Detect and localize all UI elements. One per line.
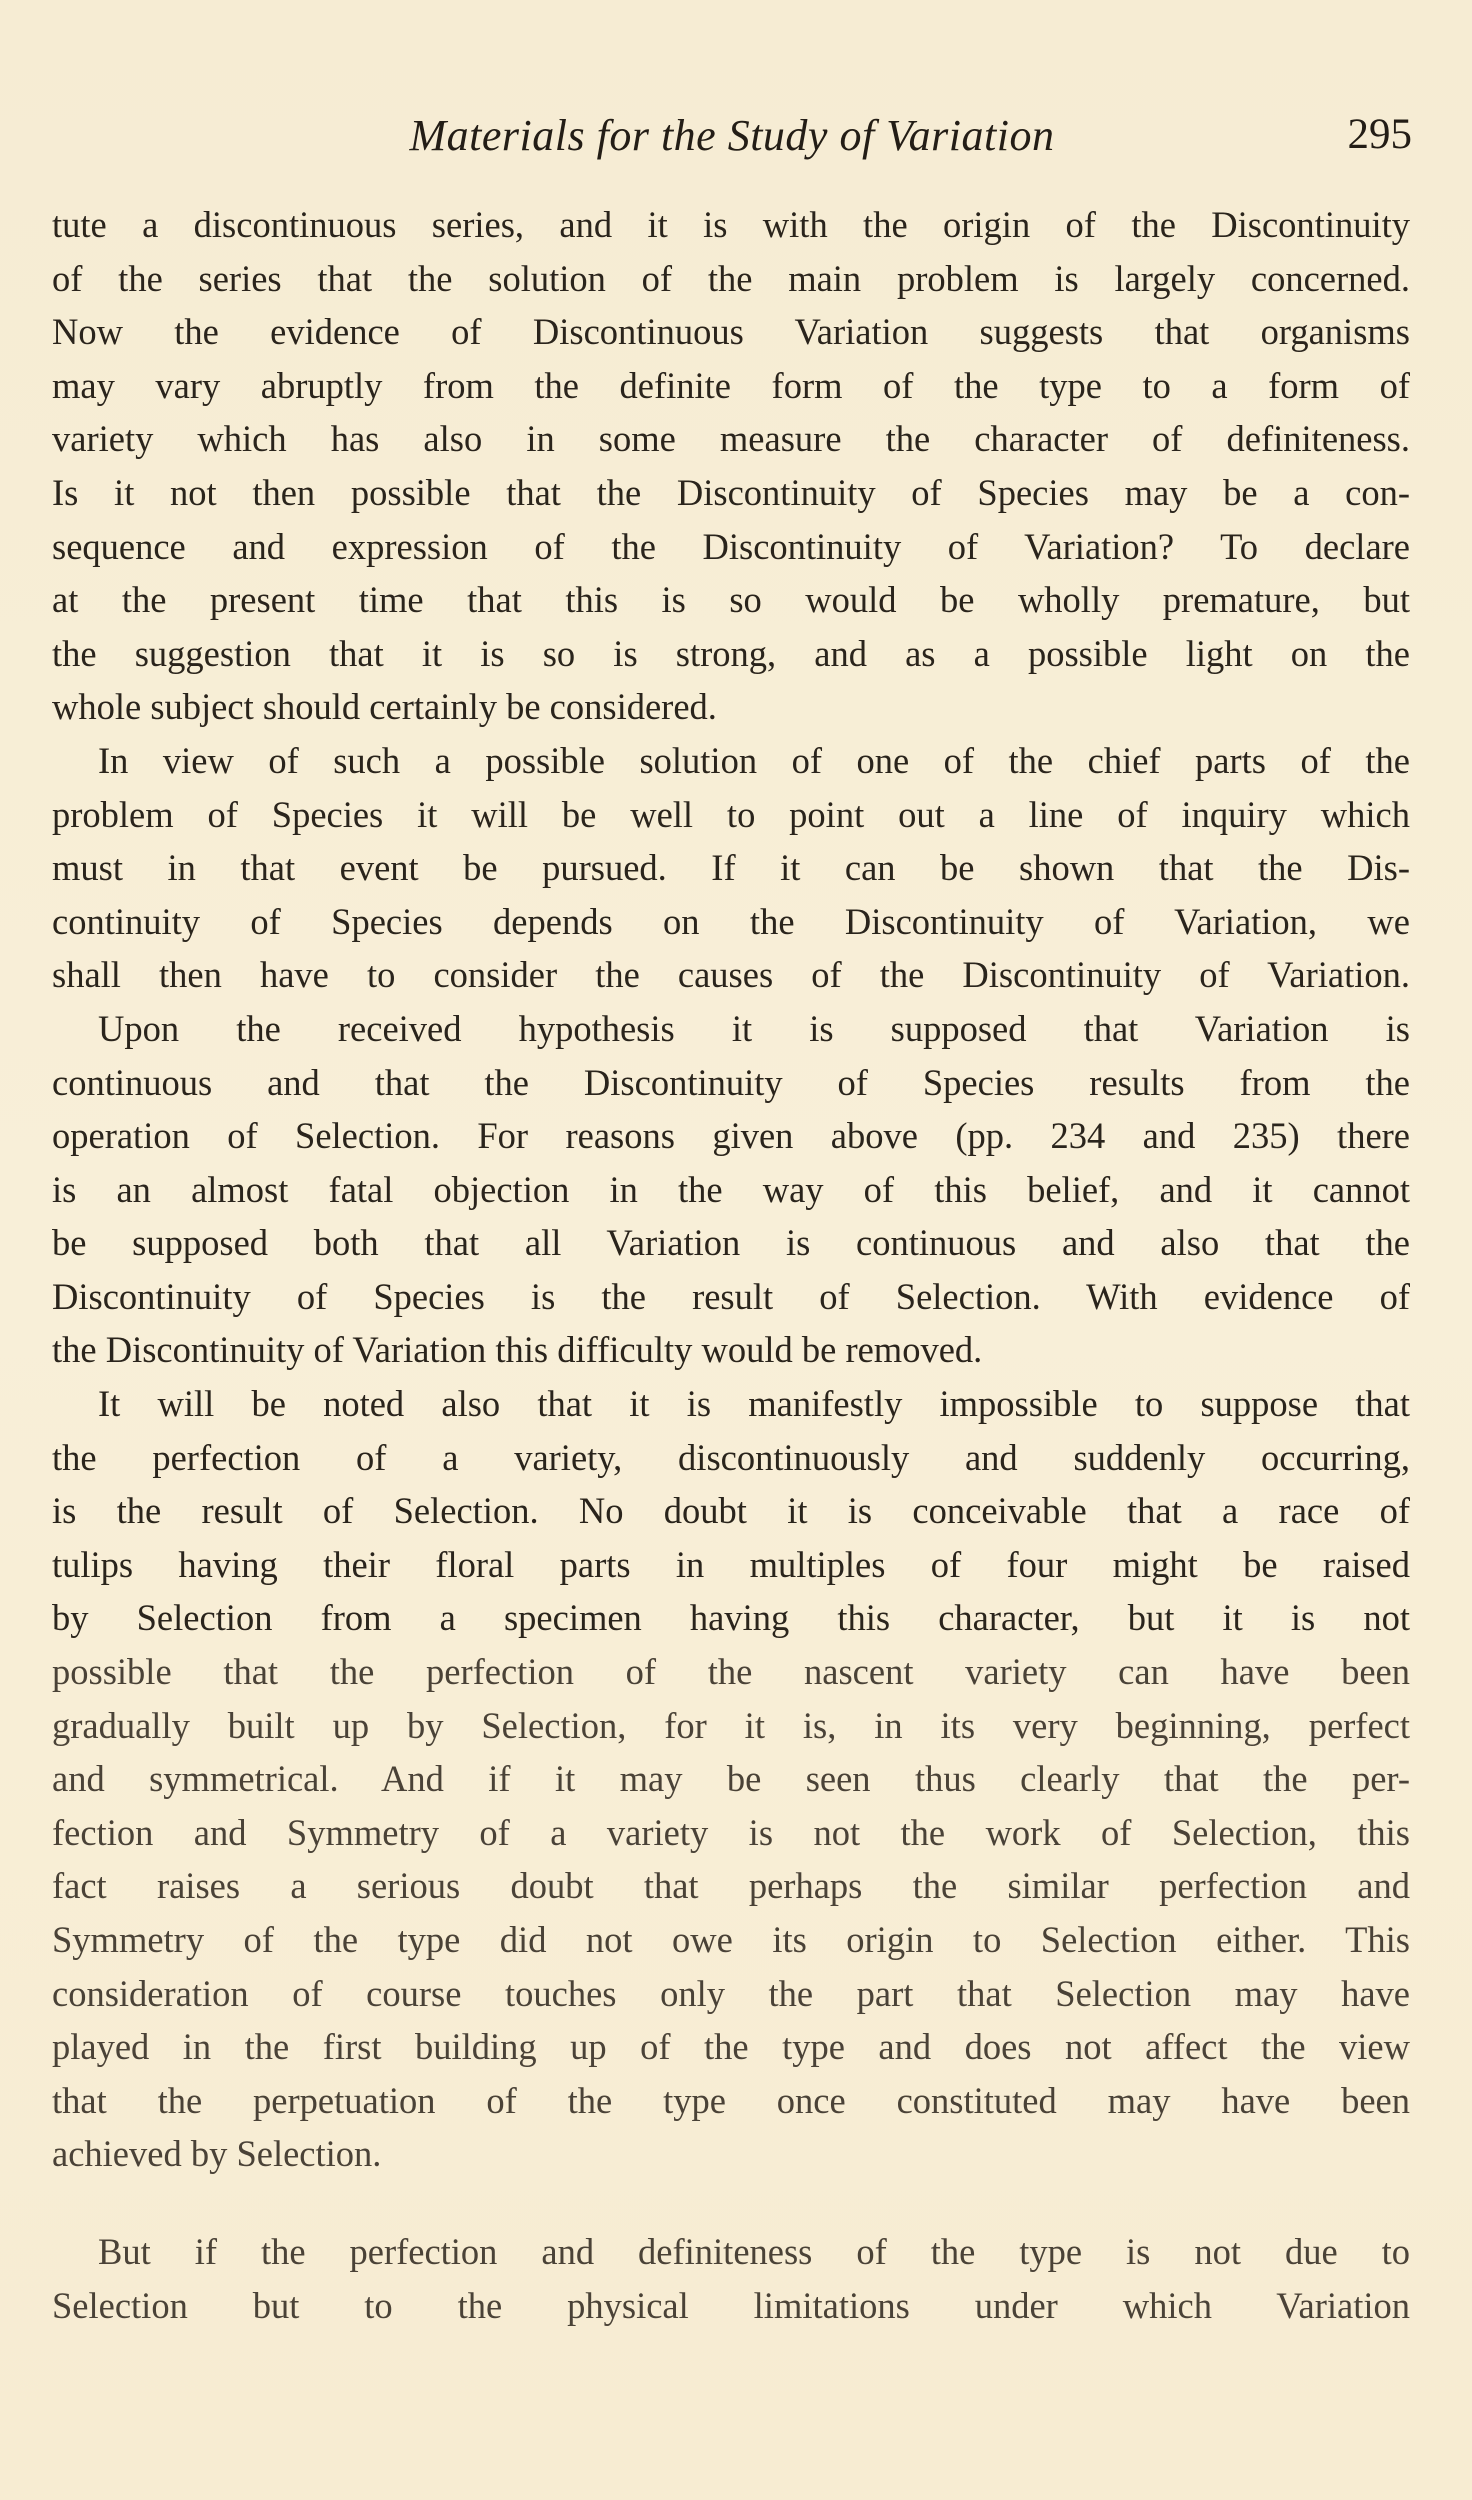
page-number: 295 <box>1347 111 1412 158</box>
text-line: by Selection from a specimen having this character, but it is not <box>52 1597 1410 1639</box>
text-line: of the series that the solution of the main problem is largely concerned. <box>52 257 1410 299</box>
text-line: the perfection of a variety, discontinuously and suddenly occurring, <box>52 1436 1410 1478</box>
text-line: tute a discontinuous series, and it is with the origin of the Discontinuity <box>52 204 1410 245</box>
text-line: the suggestion that it is so is strong, and as a possible light on the <box>52 632 1410 674</box>
text-line: continuous and that the Discontinuity of Species results from the <box>52 1061 1410 1103</box>
text-line: gradually built up by Selection, for it is, in its very beginning, perfect <box>52 1704 1410 1746</box>
text-line: sequence and expression of the Discontinuity of Variation? To declare <box>52 525 1410 567</box>
text-line: consideration of course touches only the part that Selection may have <box>52 1972 1410 2014</box>
text-line: that the perpetuation of the type once constituted may have been <box>52 2079 1410 2121</box>
paragraph-gap <box>52 2181 1410 2225</box>
text-line: variety which has also in some measure the character of definiteness. <box>52 418 1410 460</box>
text-line: Selection but to the physical limitations under which Variation <box>52 2284 1410 2326</box>
text-line: Is it not then possible that the Discontinuity of Species may be a con- <box>52 471 1410 513</box>
text-line: But if the perfection and definiteness of the type is not due to <box>98 2230 1410 2272</box>
paragraph-4 <box>52 1377 1410 2181</box>
text-line: Symmetry of the type did not owe its origin to Selection either. This <box>52 1919 1410 1960</box>
text-line: possible that the perfection of the nascent variety can have been <box>52 1651 1410 1693</box>
text-line: must in that event be pursued. If it can be shown that the Dis- <box>52 847 1410 889</box>
text-line: problem of Species it will be well to point out a line of inquiry which <box>52 793 1410 835</box>
running-head <box>52 110 1412 170</box>
text-line: and symmetrical. And if it may be seen thus clearly that the per- <box>52 1758 1410 1800</box>
text-line: achieved by Selection. <box>52 2133 382 2175</box>
paragraph-1 <box>52 198 1410 734</box>
text-line: It will be noted also that it is manifestly impossible to suppose that <box>98 1383 1410 1425</box>
text-line: fact raises a serious doubt that perhaps the similar perfection and <box>52 1865 1410 1907</box>
text-line: In view of such a possible solution of one of the chief parts of the <box>98 739 1410 781</box>
text-line: Now the evidence of Discontinuous Variation suggests that organisms <box>52 311 1410 353</box>
text-line: tulips having their floral parts in multiples of four might be raised <box>52 1543 1410 1585</box>
text-line: is an almost fatal objection in the way of this belief, and it cannot <box>52 1168 1410 1210</box>
text-line: be supposed both that all Variation is continuous and also that the <box>52 1222 1410 1264</box>
text-line: may vary abruptly from the definite form of the type to a form of <box>52 364 1410 406</box>
paragraph-3 <box>52 1002 1410 1377</box>
text-line: Upon the received hypothesis it is supposed that Variation is <box>98 1007 1410 1049</box>
text-line: played in the first building up of the type and does not affect the view <box>52 2026 1410 2068</box>
paragraph-5 <box>52 2225 1410 2332</box>
text-line: shall then have to consider the causes of the Discontinuity of Variation. <box>52 954 1410 996</box>
running-title: Materials for the Study of Variation <box>409 111 1055 160</box>
text-line: operation of Selection. For reasons given above (pp. 234 and 235) there <box>52 1115 1410 1157</box>
paragraph-2 <box>52 734 1410 1002</box>
text-line: fection and Symmetry of a variety is not the work of Selection, this <box>52 1811 1410 1853</box>
text-line: at the present time that this is so would be wholly premature, but <box>52 579 1410 621</box>
text-line: the Discontinuity of Variation this difficulty would be removed. <box>52 1329 983 1371</box>
text-line: is the result of Selection. No doubt it is conceivable that a race of <box>52 1490 1410 1532</box>
body-text <box>52 198 1410 2332</box>
text-line: continuity of Species depends on the Discontinuity of Variation, we <box>52 900 1410 942</box>
text-line: Discontinuity of Species is the result of Selection. With evidence of <box>52 1275 1410 1317</box>
text-line: whole subject should certainly be considered. <box>52 686 717 728</box>
